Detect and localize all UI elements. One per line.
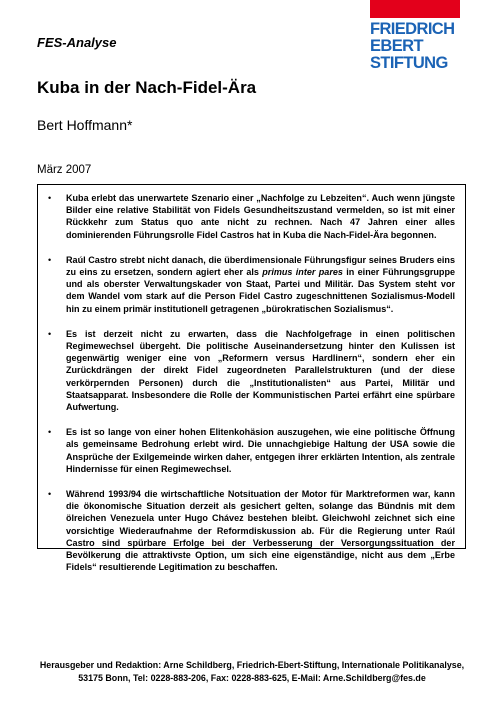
summary-box (37, 184, 466, 573)
summary-bullet-3: • Es ist derzeit nicht zu erwarten, dass die Nachfolgefrage in einen politischen Regimewechsel übergeht. Die politische Auseinandersetzung hinter den Kulissen ist gegenwärtig weniger eine von „Reformern versus Hardlinern“, sondern eher ein Zurückdrängen der direkt Fidel zugeordneten Parallelstrukturen (und der diese verkörpernden Personen) durch die „Institutionalisten“ aus Partei, Militär und Staatsapparat. Insbesondere die Rolle der Kommunistischen Partei erfährt eine spürbare Aufwertung. (46, 328, 455, 413)
summary-list (46, 192, 455, 573)
summary-bullet-5: • Während 1993/94 die wirtschaftliche Notsituation der Motor für Marktreformen war, kann die ökonomische Situation derzeit als gesichert gelten, solange das Bündnis mit dem ölreichen Venezuela unter Hugo Chávez bestehen bleibt. Gleichwohl zeichnet sich eine vorsichtige Wiederaufnahme der Reformdiskussion ab. Für die Regierung unter Raúl Castro sind spürbare Erfolge bei der Verbesserung der Versorgungssituation der Bevölkerung die attraktivste Option, um sich eine eigenständige, nicht aus dem „Erbe Fidels“ resultierende Legitimation zu beschaffen. (46, 488, 455, 573)
fes-logo (370, 0, 460, 70)
bullet-2-text-b: in einer Führungsgruppe und als oberster Verwaltungskader von Staat, Partei und Militär. Das System steht vor dem Wandel vom stark auf die Person Fidel Castro zugeschnittenen Sozialismus-Modell hin zu einem primär institutionell getragenen „bürokratischen Sozialismus“. (66, 267, 456, 314)
document-author: Bert Hoffmann* (37, 117, 133, 133)
footer-line-2: 53175 Bonn, Tel: 0228-883-206, Fax: 0228-883-625, E-Mail: Arne.Schildberg@fes.de (78, 672, 426, 683)
logo-word-friedrich: FRIEDRICH (370, 20, 455, 38)
logo-word-ebert: EBERT (370, 37, 423, 55)
summary-bullet-2 (46, 254, 455, 315)
bullet-2-emphasis: primus inter pares (262, 267, 343, 278)
document-title: Kuba in der Nach-Fidel-Ära (37, 78, 257, 97)
series-label: FES-Analyse (37, 35, 117, 50)
footer-line-1: Herausgeber und Redaktion: Arne Schildberg, Friedrich-Ebert-Stiftung, Internationale Politikanalyse, (39, 660, 465, 670)
summary-bullet-1: • Kuba erlebt das unerwartete Szenario einer „Nachfolge zu Lebzeiten“. Auch wenn jüngste Bilder eine relative Stabilität von Fidels Gesundheitszustand vermelden, so ist mit einer Rückkehr zum Status quo ante nicht zu rechnen. Nach 47 Jahren einer alles dominierenden Führungsrolle Fidel Castros hat in Kuba die Nach-Fidel-Ära begonnen. (46, 192, 455, 241)
bullet-2-text-a: Raúl Castro strebt nicht danach, die überdimensionale Führungsfigur seines Bruders eins zu eins zu ersetzen, sondern agiert eher als (66, 254, 455, 278)
publisher-footer (20, 659, 484, 684)
summary-bullet-4: • Es ist so lange von einer hohen Elitenkohäsion auszugehen, wie eine politische Öffnung als gemeinsame Bedrohung erlebt wird. Die unnachgiebige Haltung der USA sowie die Ansprüche der Exilgemeinde wirken daher, entgegen ihrer erklärten Intention, als zentrale Hindernisse für einen Regimewechsel. (46, 426, 455, 475)
logo-word-stiftung: STIFTUNG (370, 54, 448, 72)
document-date: März 2007 (37, 164, 92, 176)
logo-red-bar (370, 0, 460, 18)
